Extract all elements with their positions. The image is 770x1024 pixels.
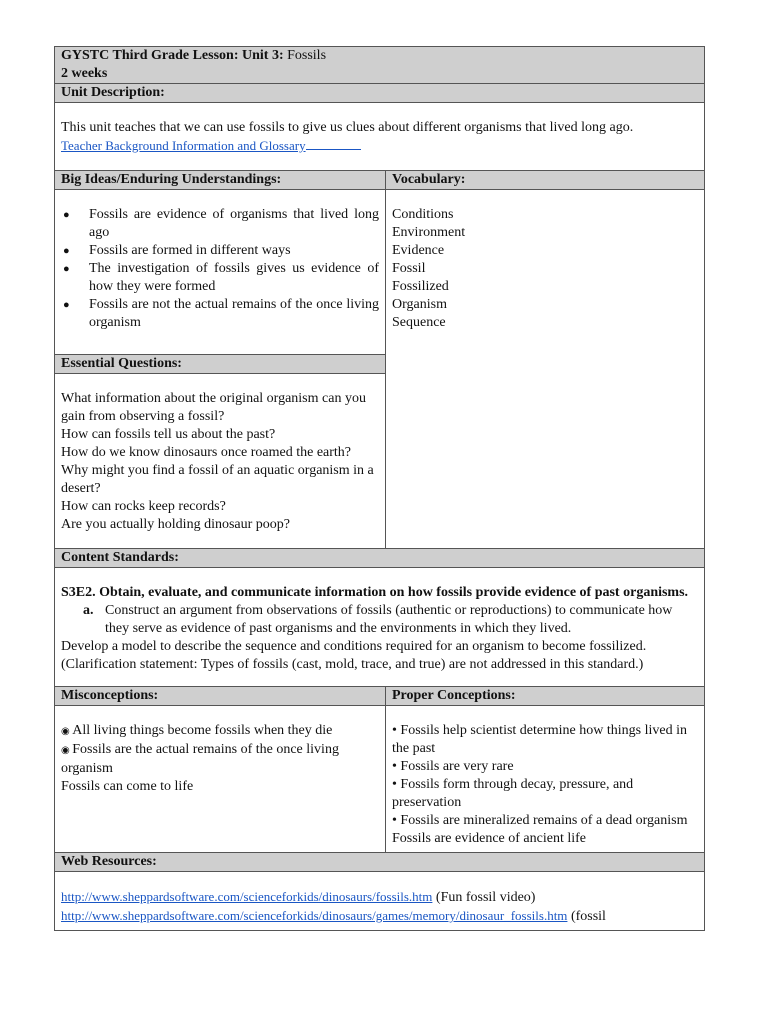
title-row xyxy=(55,47,705,84)
conception-item: • Fossils are very rare xyxy=(392,758,698,776)
web-resource-note: (Fun fossil video) xyxy=(435,890,536,905)
big-ideas-heading: Big Ideas/Enduring Understandings: xyxy=(55,171,386,190)
vocabulary-heading: Vocabulary: xyxy=(386,171,705,190)
list-item: ● Fossils are not the actual remains of the once living organism xyxy=(89,296,379,332)
vocab-word: Evidence xyxy=(392,243,445,258)
lesson-topic: Fossils xyxy=(287,48,327,63)
teacher-background-link[interactable]: Teacher Background Information and Glossary xyxy=(61,138,306,153)
unit-description-body xyxy=(55,103,705,171)
conception-item: • Fossils form through decay, pressure, and preservation xyxy=(392,776,698,812)
conception-item: • Fossils are mineralized remains of a dead organism xyxy=(392,812,698,830)
web-resource-link[interactable]: http://www.sheppardsoftware.com/scienceforkids/dinosaurs/fossils.htm xyxy=(61,889,433,904)
element-label: a. xyxy=(83,603,94,618)
vocabulary-body xyxy=(386,190,705,549)
big-ideas-list xyxy=(61,206,379,332)
list-item: ● Fossils are formed in different ways xyxy=(89,242,379,260)
web-resource-note: (fossil xyxy=(570,909,606,924)
unit-description-heading: Unit Description: xyxy=(55,84,705,103)
essential-questions-heading: Essential Questions: xyxy=(55,355,386,374)
question: Why might you find a fossil of an aquatic organism in a desert? xyxy=(61,463,374,496)
misconceptions-heading: Misconceptions: xyxy=(55,687,386,706)
web-resource-line xyxy=(61,888,698,907)
list-item: ● The investigation of fossils gives us evidence of how they were formed xyxy=(89,260,379,296)
misconceptions-body xyxy=(55,706,386,853)
link-underline xyxy=(306,149,361,150)
vocab-word: Conditions xyxy=(392,207,454,222)
lesson-table xyxy=(54,46,705,931)
misconception-item: ◉ All living things become fossils when they die xyxy=(61,722,379,741)
standard-element xyxy=(61,602,698,638)
web-resource-link[interactable]: http://www.sheppardsoftware.com/scienceforkids/dinosaurs/games/memory/dinosaur_fossils.htm xyxy=(61,908,568,923)
misconception-trailing: Fossils can come to life xyxy=(61,779,194,794)
big-ideas-body xyxy=(55,190,386,355)
proper-conceptions-heading: Proper Conceptions: xyxy=(386,687,705,706)
conception-item: • Fossils help scientist determine how things lived in the past xyxy=(392,722,698,758)
vocab-word: Fossilized xyxy=(392,279,449,294)
element-text: Construct an argument from observations of fossils (authentic or reproductions) to communicate how they serve as evidence of past organisms and the environments in which they lived. xyxy=(105,603,673,636)
lesson-page xyxy=(54,46,704,931)
question: How can fossils tell us about the past? xyxy=(61,427,276,442)
web-resources-body xyxy=(55,872,705,931)
vocab-word: Sequence xyxy=(392,315,446,330)
question: What information about the original organism can you gain from observing a fossil? xyxy=(61,391,366,424)
conception-trailing: Fossils are evidence of ancient life xyxy=(392,831,586,846)
standard-model: Develop a model to describe the sequence and conditions required for an organism to become fossilized. xyxy=(61,639,647,654)
misconception-item: ◉ Fossils are the actual remains of the once living organism xyxy=(61,741,379,778)
essential-questions-body xyxy=(55,374,386,549)
content-standards-heading: Content Standards: xyxy=(55,549,705,568)
standard-title: S3E2. Obtain, evaluate, and communicate information on how fossils provide evidence of past organisms. xyxy=(61,585,689,600)
vocab-word: Organism xyxy=(392,297,447,312)
question: Are you actually holding dinosaur poop? xyxy=(61,517,291,532)
content-standards-body xyxy=(55,568,705,687)
standard-clarification: (Clarification statement: Types of fossils (cast, mold, trace, and true) are not addressed in this standard.) xyxy=(61,657,644,672)
question: How can rocks keep records? xyxy=(61,499,226,514)
web-resources-heading: Web Resources: xyxy=(55,853,705,872)
web-resource-line xyxy=(61,907,698,926)
lesson-title: GYSTC Third Grade Lesson: Unit 3: xyxy=(61,48,284,63)
question: How do we know dinosaurs once roamed the earth? xyxy=(61,445,352,460)
unit-description-text: This unit teaches that we can use fossils to give us clues about different organisms that lived long ago. xyxy=(61,120,634,135)
title-cell xyxy=(55,47,705,84)
list-item: ● Fossils are evidence of organisms that lived long ago xyxy=(89,206,379,242)
vocab-word: Fossil xyxy=(392,261,426,276)
vocab-word: Environment xyxy=(392,225,466,240)
proper-conceptions-body xyxy=(386,706,705,853)
lesson-duration: 2 weeks xyxy=(61,66,108,81)
